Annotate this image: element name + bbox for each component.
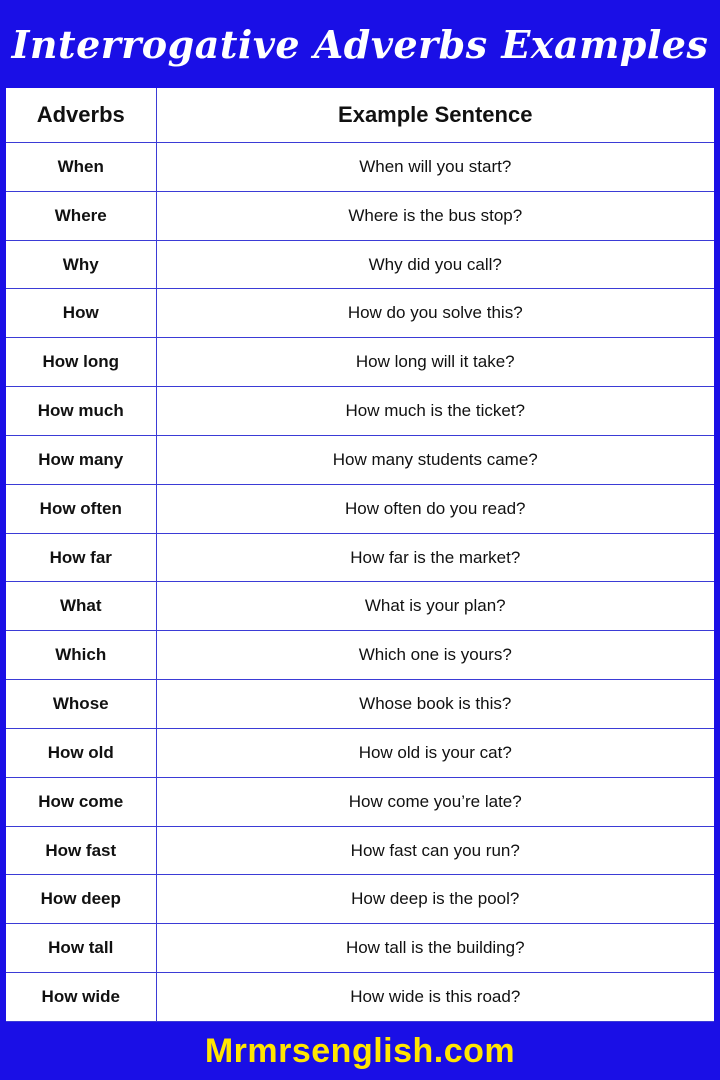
adverb-cell: How come (6, 777, 156, 826)
adverb-cell: How often (6, 484, 156, 533)
table-row (6, 484, 714, 533)
table-row (6, 728, 714, 777)
table-row (6, 435, 714, 484)
adverbs-table (6, 88, 714, 1022)
table-row (6, 973, 714, 1022)
adverb-cell: How wide (6, 973, 156, 1022)
table-row (6, 826, 714, 875)
adverb-cell: Which (6, 631, 156, 680)
adverb-cell: Whose (6, 680, 156, 729)
table-row (6, 533, 714, 582)
sentence-cell: Where is the bus stop? (156, 191, 714, 240)
adverb-cell: How (6, 289, 156, 338)
table-row (6, 777, 714, 826)
adverb-cell: How old (6, 728, 156, 777)
table-row (6, 240, 714, 289)
table-row (6, 143, 714, 192)
sentence-cell: How come you’re late? (156, 777, 714, 826)
adverb-cell: What (6, 582, 156, 631)
sentence-cell: Why did you call? (156, 240, 714, 289)
sentence-cell: How old is your cat? (156, 728, 714, 777)
sentence-cell: How deep is the pool? (156, 875, 714, 924)
table-row (6, 387, 714, 436)
table-row (6, 289, 714, 338)
website-footer: Mrmrsenglish.com (204, 1031, 516, 1070)
adverb-cell: How tall (6, 924, 156, 973)
adverb-cell: How far (6, 533, 156, 582)
sentence-cell: Whose book is this? (156, 680, 714, 729)
sentence-cell: How many students came? (156, 435, 714, 484)
adverbs-table-container (6, 88, 714, 1022)
adverb-cell: How fast (6, 826, 156, 875)
adverb-cell: How long (6, 338, 156, 387)
sentence-cell: Which one is yours? (156, 631, 714, 680)
sentence-cell: How fast can you run? (156, 826, 714, 875)
sentence-cell: How often do you read? (156, 484, 714, 533)
sentence-cell: What is your plan? (156, 582, 714, 631)
table-row (6, 191, 714, 240)
page-title: Interrogative Adverbs Examples (11, 21, 709, 67)
table-row (6, 338, 714, 387)
sentence-cell: How wide is this road? (156, 973, 714, 1022)
table-row (6, 875, 714, 924)
table-row (6, 924, 714, 973)
sentence-cell: When will you start? (156, 143, 714, 192)
table-header-row (6, 88, 714, 143)
sentence-cell: How tall is the building? (156, 924, 714, 973)
adverb-cell: How deep (6, 875, 156, 924)
table-row (6, 631, 714, 680)
table-row (6, 582, 714, 631)
adverb-cell: Why (6, 240, 156, 289)
column-header-adverbs: Adverbs (6, 88, 156, 143)
adverb-cell: How many (6, 435, 156, 484)
table-row (6, 680, 714, 729)
sentence-cell: How far is the market? (156, 533, 714, 582)
sentence-cell: How do you solve this? (156, 289, 714, 338)
adverb-cell: When (6, 143, 156, 192)
adverb-cell: How much (6, 387, 156, 436)
adverb-cell: Where (6, 191, 156, 240)
column-header-example-sentence: Example Sentence (156, 88, 714, 143)
sentence-cell: How long will it take? (156, 338, 714, 387)
sentence-cell: How much is the ticket? (156, 387, 714, 436)
